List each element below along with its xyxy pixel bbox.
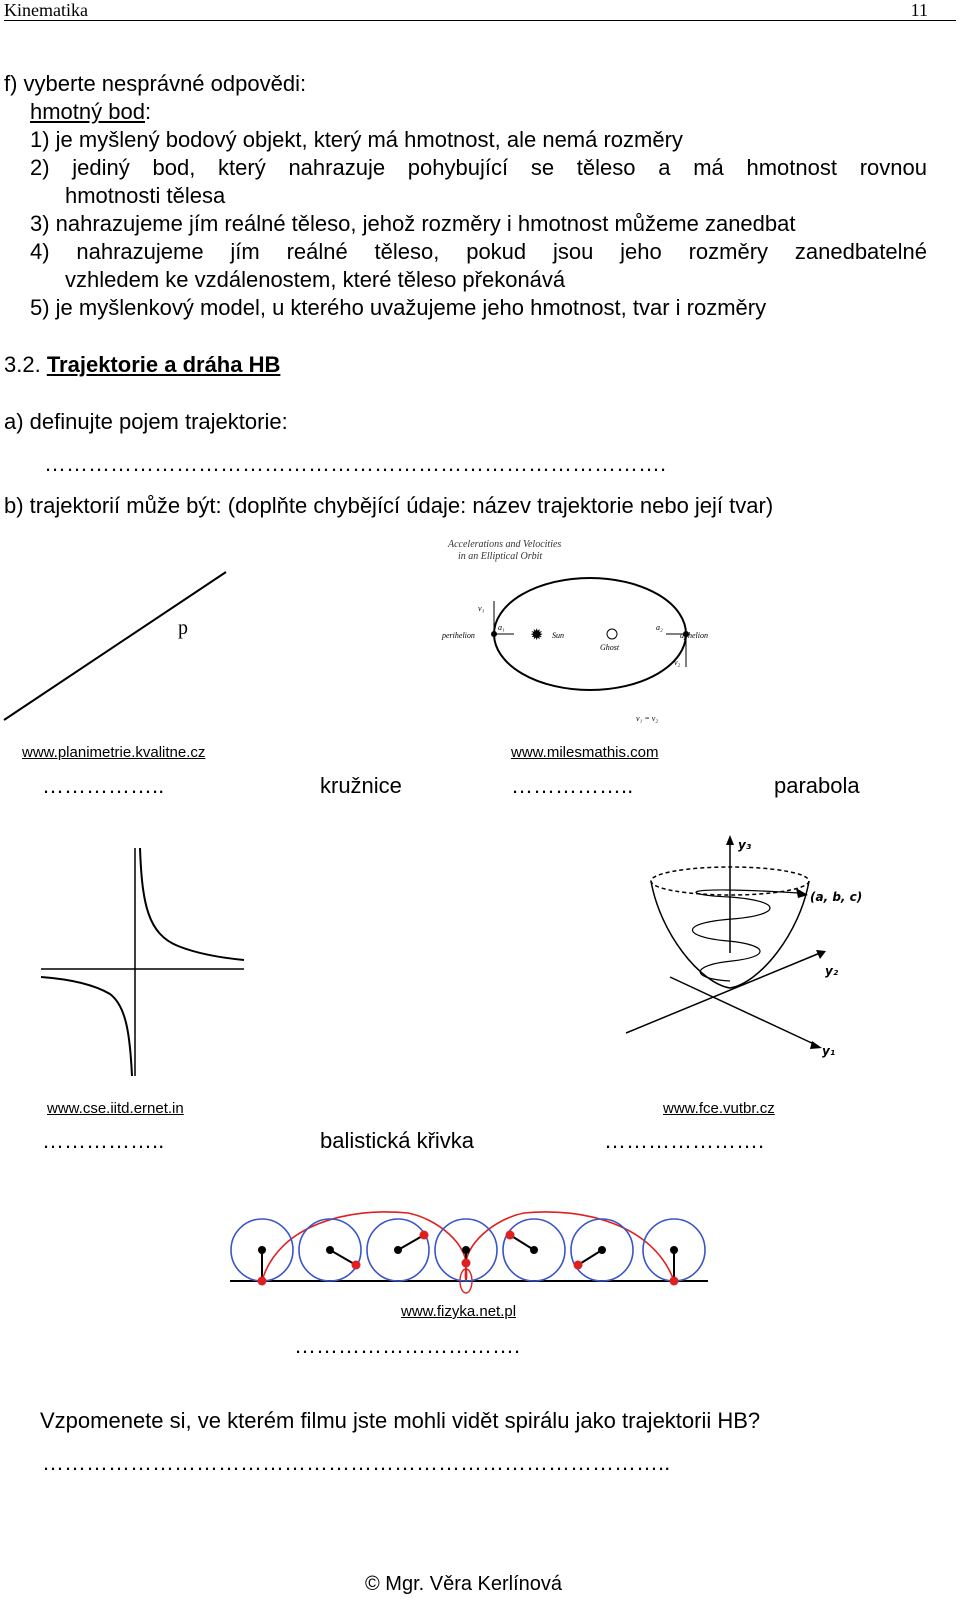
header-rule (4, 20, 956, 21)
option-word: těleso (576, 155, 636, 180)
label-y1: y₁ (822, 1044, 836, 1058)
option-word: nahrazuje (288, 155, 386, 180)
option-word: těleso, (374, 239, 440, 264)
answer-dots-2: …………….. (511, 773, 634, 798)
figure-elliptical-orbit (430, 535, 720, 735)
option-1: 1) je myšlený bodový objekt, který má hmotnost, ale nemá rozměry (30, 127, 683, 152)
section-heading (4, 352, 280, 378)
header-page-number: 11 (910, 0, 928, 20)
answer-dots-5: …………………………. (294, 1333, 521, 1358)
question-b: b) trajektorií může být: (doplňte chybějící údaje: název trajektorie nebo její tvar) (4, 493, 774, 518)
source-link-planimetrie[interactable]: www.planimetrie.kvalitne.cz (22, 744, 206, 761)
option-3: 3) nahrazujeme jím reálné těleso, jehož rozměry i hmotnost můžeme zanedbat (30, 211, 796, 236)
answer-dots-1: …………….. (42, 773, 165, 798)
spiral-answer-dots: ………………………………………………………………………….. (42, 1450, 671, 1475)
label-v-equality: v₁ = v₂ (636, 714, 659, 723)
topic-label: hmotný bod (30, 99, 145, 124)
option-word: hmotnost (746, 155, 837, 180)
ghost-focus (607, 629, 617, 639)
axis-y1 (670, 977, 816, 1045)
question-a: a) definujte pojem trajektorie: (4, 409, 288, 434)
option-2-continuation: hmotnosti tělesa (65, 183, 226, 208)
option-word: 4) (30, 239, 50, 264)
figure-paraboloid (620, 833, 863, 1065)
label-y2: y₂ (825, 964, 839, 978)
circle-spoke (330, 1250, 356, 1265)
figure-straight-line (0, 560, 240, 730)
orbit-title-line-2: in an Elliptical Orbit (458, 551, 543, 562)
question-f-intro: f) vyberte nesprávné odpovědi: (4, 71, 307, 96)
option-4 (30, 239, 927, 265)
option-word: a (658, 155, 671, 180)
option-2 (30, 155, 927, 181)
label-perihelion: perihelion (442, 631, 475, 640)
header-chapter: Kinematika (4, 0, 88, 20)
source-link-milesmathis[interactable]: www.milesmathis.com (511, 744, 659, 761)
option-word: bod, (152, 155, 196, 180)
section-number: 3.2. (4, 352, 41, 377)
label-a2: a₂ (656, 623, 663, 632)
topic-heading (30, 99, 151, 125)
option-word: jím (230, 239, 260, 264)
answer-kruznice: kružnice (320, 773, 402, 798)
line-label-p: p (178, 617, 188, 639)
label-ghost: Ghost (600, 643, 620, 652)
source-link-cse-iitd[interactable]: www.cse.iitd.ernet.in (47, 1100, 184, 1117)
answer-balisticka-krivka: balistická křivka (320, 1128, 475, 1153)
axis-y2 (626, 953, 820, 1033)
sun-icon: ✹ (530, 627, 544, 644)
option-word: se (530, 155, 555, 180)
section-title: Trajektorie a dráha HB (46, 352, 281, 377)
tracing-point (670, 1277, 679, 1286)
option-word: jsou (552, 239, 594, 264)
helix-trajectory (693, 890, 799, 981)
tracing-point (462, 1259, 471, 1268)
circle-spoke (398, 1235, 424, 1250)
footer-copyright: © Mgr. Věra Kerlínová (365, 1573, 563, 1595)
option-word: rovnou (859, 155, 927, 180)
orbit-ellipse (494, 578, 686, 690)
option-4-continuation: vzhledem ke vzdálenostem, které těleso překonává (65, 267, 566, 292)
option-word: pokud (466, 239, 527, 264)
label-v2: v₂ (674, 658, 681, 667)
label-aphelion: aphelion (680, 631, 708, 640)
label-y3: y₃ (738, 838, 752, 852)
option-word: má (693, 155, 724, 180)
hyperbola-branch-upper (140, 848, 244, 960)
source-link-fce-vutbr[interactable]: www.fce.vutbr.cz (663, 1100, 775, 1117)
label-a1: a₁ (498, 623, 505, 632)
answer-dots-3: …………….. (42, 1128, 165, 1153)
tracing-point (420, 1231, 429, 1240)
tracing-point (258, 1277, 267, 1286)
option-word: 2) (30, 155, 50, 180)
tracing-point (574, 1261, 583, 1270)
figure-cycloid (228, 1205, 712, 1295)
option-word: který (218, 155, 266, 180)
answer-a-dots: …………………………………………………………………………. (44, 451, 667, 476)
tracing-point (506, 1231, 515, 1240)
answer-dots-4: …………………. (604, 1128, 765, 1153)
spiral-question: Vzpomenete si, ve kterém filmu jste mohli vidět spirálu jako trajektorii HB? (40, 1408, 761, 1433)
figure-hyperbola (38, 844, 248, 1080)
axis-y3-arrowhead (726, 835, 734, 845)
hyperbola-branch-lower (41, 977, 132, 1076)
option-word: pohybující (407, 155, 509, 180)
source-link-fizyka[interactable]: www.fizyka.net.pl (401, 1303, 517, 1320)
answer-parabola: parabola (774, 773, 860, 798)
option-word: reálné (286, 239, 348, 264)
label-v1: v₁ (478, 604, 485, 613)
label-point-abc: (a, b, c) (810, 890, 863, 904)
option-word: jeho (620, 239, 662, 264)
option-5: 5) je myšlenkový model, u kterého uvažujeme jeho hmotnost, tvar i rozměry (30, 295, 767, 320)
cycloid-curve (262, 1212, 674, 1281)
topic-colon: : (144, 99, 152, 124)
option-word: nahrazujeme (76, 239, 204, 264)
tracing-point (352, 1261, 361, 1270)
option-word: jediný (72, 155, 130, 180)
line-p (4, 572, 226, 720)
orbit-title-line-1: Accelerations and Velocities (448, 539, 562, 550)
option-word: rozměry (688, 239, 769, 264)
option-word: zanedbatelné (794, 239, 927, 264)
axis-y1-arrowhead (810, 1041, 822, 1049)
label-sun: Sun (552, 631, 564, 640)
